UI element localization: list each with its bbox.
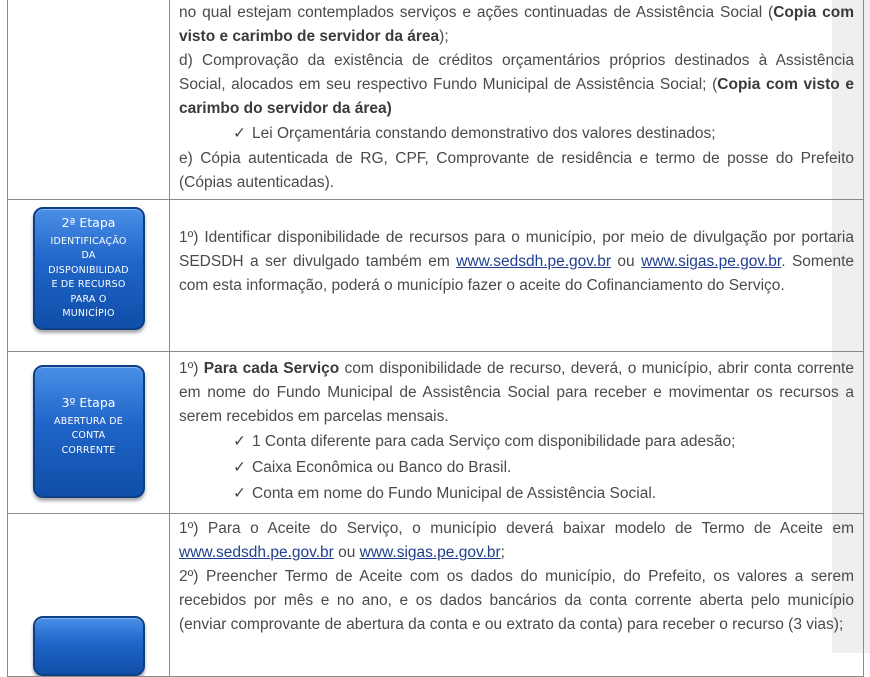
text-run: com disponibilidade de recurso, deverá, o município, abrir conta corrente em nome do Fundo Municipal de Assistência Social para receber e movimentar os recursos a serem recebidos em parcelas mensais. [179,360,854,425]
checkmark-icon: ✓ [233,459,246,476]
table-row [8,0,864,200]
stage-4-badge [33,616,145,676]
text-run: . Somente com esta informação, poderá o município fazer o aceite do Cofinanciamento do Serviço. [179,253,855,294]
instruction-cell [170,352,864,514]
stage-number: 3º Etapa [61,395,116,410]
checklist-item [179,455,854,481]
paragraph [179,147,854,195]
stage-title-line: DISPONIBILIDAD [48,264,129,276]
text-run: ); [439,28,449,45]
site-link[interactable]: www.sigas.pe.gov.br [359,544,501,561]
text-run: 1º) Identificar disponibilidade de recursos para o município, por meio de divulgação por portaria SEDSDH a ser divulgado também em [179,229,854,270]
instruction-cell [170,514,864,677]
stage-cell [8,514,170,677]
stage-2-badge [33,207,145,330]
stage-title [37,235,141,321]
table-row [8,200,864,352]
bold-text: Para cada Serviço [203,360,340,377]
procedure-table [7,0,864,677]
stage-number: 2ª Etapa [61,215,116,230]
stage-cell [8,200,170,352]
paragraph [179,49,854,121]
text-run: ou [610,253,642,270]
site-link[interactable]: www.sigas.pe.gov.br [641,253,782,270]
text-run: 1º) [179,360,204,377]
stage-title-line: PARA O [70,293,107,305]
text-run: ; [500,544,505,561]
checkmark-icon: ✓ [233,125,246,142]
site-link[interactable]: www.sedsdh.pe.gov.br [179,544,334,561]
stage-title-line: CORRENTE [61,444,116,456]
text-run: e) Cópia autenticada de RG, CPF, Comprovante de residência e termo de posse do Prefeito (Cópias autenticadas). [179,150,854,191]
text-run: 1º) Para o Aceite do Serviço, o município deverá baixar modelo de Termo de Aceite em [179,520,854,537]
stage-cell [8,0,170,200]
checklist-text: Conta em nome do Fundo Municipal de Assistência Social. [252,485,657,502]
stage-title-line: DA [81,250,96,262]
instruction-cell [170,200,864,352]
checkmark-icon: ✓ [233,433,246,450]
text-run: d) Comprovação da existência de créditos orçamentários próprios destinados à Assistência Social, alocados em seu respectivo Fundo Municipal de Assistência Social; ( [179,52,854,93]
stage-title-line: MUNICÍPIO [62,308,115,320]
bold-text: Copia com visto e carimbo de servidor da área [179,4,854,45]
checklist-item [179,481,854,507]
checklist-item [179,121,854,147]
stage-3-badge [33,365,145,498]
bold-text: Copia com visto e carimbo do servidor da área) [179,76,854,117]
stage-cell [8,352,170,514]
checklist-text: 1 Conta diferente para cada Serviço com disponibilidade para adesão; [252,433,736,450]
paragraph [179,517,854,565]
text-run: no qual estejam contemplados serviços e ações continuadas de Assistência Social ( [179,4,774,21]
paragraph [179,357,854,429]
instruction-cell [170,0,864,200]
paragraph [179,226,854,298]
table-row [8,352,864,514]
text-run: ou [333,544,360,561]
checklist-item [179,429,854,455]
stage-title-line: IDENTIFICAÇÃO [50,236,127,247]
site-link[interactable]: www.sedsdh.pe.gov.br [456,253,611,270]
stage-title-line: E DE RECURSO [51,279,126,291]
checklist-text: Caixa Econômica ou Banco do Brasil. [252,459,512,476]
checkmark-icon: ✓ [233,485,246,502]
checklist-text: Lei Orçamentária constando demonstrativo dos valores destinados; [252,125,716,142]
paragraph [179,565,854,637]
stage-title-line: ABERTURA DE [54,416,123,427]
text-run: 2º) Preencher Termo de Aceite com os dados do município, do Prefeito, os valores a serem recebidos por mês e no ano, e os dados bancários da conta corrente aberta pelo município (enviar comprovante de abertura da conta e ou extrato da conta) para receber o recurso (3 vias); [179,568,854,633]
stage-title-line: CONTA [71,430,106,442]
stage-title [37,415,141,458]
paragraph [179,1,854,49]
table-row [8,514,864,677]
